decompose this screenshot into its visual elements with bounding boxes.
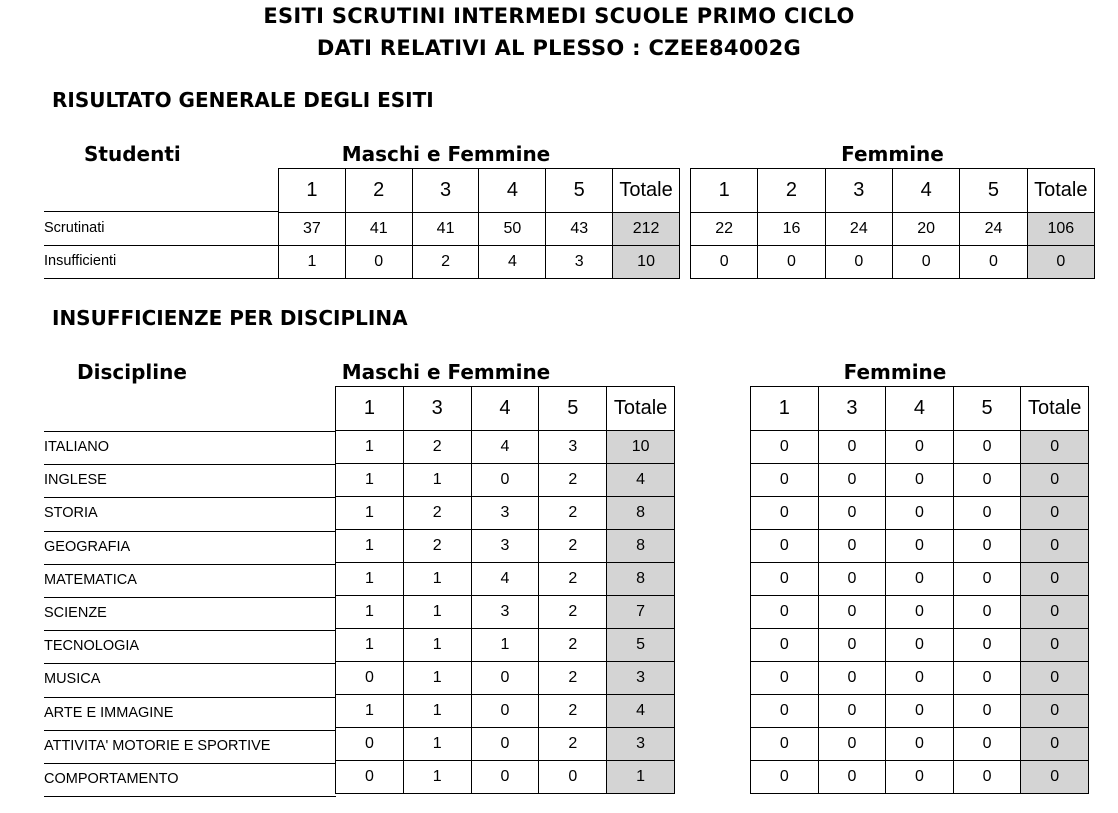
total-cell: 0 — [1021, 464, 1089, 497]
discipline-label: MATEMATICA — [44, 571, 137, 588]
table-row — [751, 695, 1089, 728]
report-title: ESITI SCRUTINI INTERMEDI SCUOLE PRIMO CICLO — [263, 4, 855, 28]
table-row — [751, 728, 1089, 761]
results-f-col-header: 5 — [960, 169, 1027, 213]
total-cell: 0 — [1027, 246, 1094, 279]
plesso-subtitle: DATI RELATIVI AL PLESSO : CZEE84002G — [316, 36, 802, 60]
row-separator-line — [44, 464, 336, 465]
row-separator-line — [44, 663, 336, 664]
value-cell: 1 — [279, 246, 346, 279]
row-separator-line — [44, 697, 336, 698]
total-cell: 0 — [1021, 431, 1089, 464]
value-cell: 0 — [818, 695, 886, 728]
results-mf-header-row — [279, 169, 680, 213]
table-row — [336, 497, 675, 530]
total-cell: 10 — [607, 431, 675, 464]
value-cell: 0 — [471, 728, 539, 761]
value-cell: 1 — [403, 728, 471, 761]
value-cell: 4 — [471, 431, 539, 464]
results-f-col-header: 4 — [892, 169, 959, 213]
value-cell: 50 — [479, 213, 546, 246]
value-cell: 2 — [403, 431, 471, 464]
table-row — [336, 431, 675, 464]
value-cell: 1 — [336, 629, 404, 662]
results-f-col-header: 2 — [758, 169, 825, 213]
value-cell: 0 — [886, 728, 954, 761]
value-cell: 3 — [471, 497, 539, 530]
value-cell: 22 — [691, 213, 758, 246]
value-cell: 24 — [960, 213, 1027, 246]
value-cell: 0 — [751, 728, 819, 761]
results-mf-col-header: 1 — [279, 169, 346, 213]
value-cell: 16 — [758, 213, 825, 246]
total-cell: 3 — [607, 728, 675, 761]
value-cell: 1 — [336, 695, 404, 728]
row-separator-line — [44, 730, 336, 731]
row-label-scrutinati: Scrutinati — [44, 220, 105, 236]
disciplines-mf-col-header: 5 — [539, 387, 607, 431]
value-cell: 0 — [539, 761, 607, 794]
section2-group-mf: Maschi e Femmine — [341, 360, 551, 384]
value-cell: 3 — [471, 596, 539, 629]
results-f-col-header: 1 — [691, 169, 758, 213]
value-cell: 1 — [336, 596, 404, 629]
value-cell: 0 — [818, 497, 886, 530]
results-mf-col-header: Totale — [613, 169, 680, 213]
row-separator-line — [44, 245, 279, 246]
value-cell: 1 — [403, 629, 471, 662]
total-cell: 212 — [613, 213, 680, 246]
section2-row-header: Discipline — [77, 360, 187, 384]
value-cell: 41 — [412, 213, 479, 246]
total-cell: 4 — [607, 695, 675, 728]
discipline-label: STORIA — [44, 505, 98, 522]
disciplines-f-col-header: 3 — [818, 387, 886, 431]
section1-heading: RISULTATO GENERALE DEGLI ESITI — [52, 88, 434, 112]
value-cell: 2 — [539, 662, 607, 695]
value-cell: 0 — [818, 563, 886, 596]
section1-group-f: Femmine — [841, 142, 944, 166]
total-cell: 0 — [1021, 596, 1089, 629]
value-cell: 1 — [403, 563, 471, 596]
section2-group-f: Femmine — [843, 360, 947, 384]
results-mf-col-header: 4 — [479, 169, 546, 213]
table-row — [336, 695, 675, 728]
disciplines-mf-col-header: 4 — [471, 387, 539, 431]
value-cell: 24 — [825, 213, 892, 246]
total-cell: 0 — [1021, 761, 1089, 794]
value-cell: 3 — [471, 530, 539, 563]
results-table-f — [690, 168, 1095, 279]
value-cell: 0 — [953, 695, 1021, 728]
value-cell: 0 — [886, 662, 954, 695]
results-f-col-header: 3 — [825, 169, 892, 213]
value-cell: 1 — [403, 695, 471, 728]
table-row — [336, 530, 675, 563]
value-cell: 0 — [953, 530, 1021, 563]
value-cell: 0 — [751, 662, 819, 695]
results-f-col-header: Totale — [1027, 169, 1094, 213]
table-row — [751, 596, 1089, 629]
total-cell: 5 — [607, 629, 675, 662]
table-row — [751, 464, 1089, 497]
row-separator-line — [44, 597, 336, 598]
total-cell: 10 — [613, 246, 680, 279]
row-separator-line — [44, 564, 336, 565]
results-f-header-row — [691, 169, 1095, 213]
value-cell: 2 — [403, 530, 471, 563]
value-cell: 0 — [886, 629, 954, 662]
value-cell: 20 — [892, 213, 959, 246]
value-cell: 37 — [279, 213, 346, 246]
value-cell: 1 — [336, 464, 404, 497]
value-cell: 1 — [403, 662, 471, 695]
value-cell: 0 — [751, 563, 819, 596]
value-cell: 0 — [953, 563, 1021, 596]
discipline-label: TECNOLOGIA — [44, 638, 140, 655]
total-cell: 0 — [1021, 662, 1089, 695]
disciplines-f-col-header: Totale — [1021, 387, 1089, 431]
value-cell: 0 — [471, 761, 539, 794]
value-cell: 0 — [758, 246, 825, 279]
value-cell: 0 — [751, 530, 819, 563]
value-cell: 0 — [818, 761, 886, 794]
value-cell: 0 — [886, 596, 954, 629]
total-cell: 0 — [1021, 497, 1089, 530]
value-cell: 0 — [953, 497, 1021, 530]
value-cell: 2 — [539, 563, 607, 596]
value-cell: 0 — [886, 761, 954, 794]
table-row — [336, 728, 675, 761]
section1-row-header: Studenti — [84, 142, 181, 166]
disciplines-mf-col-header: 3 — [403, 387, 471, 431]
discipline-label: GEOGRAFIA — [44, 538, 131, 555]
table-row — [751, 497, 1089, 530]
disciplines-mf-col-header: 1 — [336, 387, 404, 431]
value-cell: 4 — [479, 246, 546, 279]
value-cell: 0 — [886, 530, 954, 563]
disciplines-mf-col-header: Totale — [607, 387, 675, 431]
value-cell: 0 — [818, 728, 886, 761]
row-separator-line — [44, 630, 336, 631]
value-cell: 0 — [886, 464, 954, 497]
discipline-label: SCIENZE — [44, 605, 107, 621]
table-row — [279, 246, 680, 279]
value-cell: 0 — [818, 662, 886, 695]
value-cell: 0 — [892, 246, 959, 279]
value-cell: 0 — [886, 695, 954, 728]
value-cell: 1 — [471, 629, 539, 662]
section2-heading: INSUFFICIENZE PER DISCIPLINA — [52, 306, 408, 330]
discipline-label: ATTIVITA' MOTORIE E SPORTIVE — [44, 737, 271, 754]
value-cell: 0 — [825, 246, 892, 279]
disciplines-table-f — [750, 386, 1089, 794]
table-row — [279, 213, 680, 246]
total-cell: 8 — [607, 563, 675, 596]
results-mf-col-header: 2 — [345, 169, 412, 213]
value-cell: 1 — [336, 431, 404, 464]
value-cell: 0 — [751, 695, 819, 728]
table-row — [336, 596, 675, 629]
total-cell: 0 — [1021, 530, 1089, 563]
value-cell: 2 — [412, 246, 479, 279]
total-cell: 0 — [1021, 695, 1089, 728]
table-row — [691, 246, 1095, 279]
value-cell: 0 — [751, 596, 819, 629]
total-cell: 0 — [1021, 629, 1089, 662]
disciplines-f-col-header: 4 — [886, 387, 954, 431]
row-separator-line — [44, 796, 336, 797]
value-cell: 0 — [886, 497, 954, 530]
discipline-label: ITALIANO — [44, 439, 109, 455]
value-cell: 2 — [403, 497, 471, 530]
disciplines-f-col-header: 1 — [751, 387, 819, 431]
total-cell: 7 — [607, 596, 675, 629]
table-row — [336, 464, 675, 497]
value-cell: 0 — [751, 761, 819, 794]
table-row — [751, 530, 1089, 563]
row-separator-line — [44, 763, 336, 764]
value-cell: 0 — [751, 497, 819, 530]
results-mf-col-header: 5 — [546, 169, 613, 213]
value-cell: 2 — [539, 530, 607, 563]
row-separator-line — [44, 211, 279, 212]
value-cell: 0 — [953, 761, 1021, 794]
value-cell: 0 — [471, 464, 539, 497]
value-cell: 0 — [336, 662, 404, 695]
value-cell: 2 — [539, 629, 607, 662]
value-cell: 0 — [953, 596, 1021, 629]
discipline-label: COMPORTAMENTO — [44, 771, 179, 787]
table-row — [336, 629, 675, 662]
value-cell: 0 — [751, 464, 819, 497]
value-cell: 0 — [751, 431, 819, 464]
table-row — [751, 629, 1089, 662]
table-row — [336, 662, 675, 695]
discipline-label: ARTE E IMMAGINE — [44, 704, 174, 721]
value-cell: 0 — [336, 761, 404, 794]
value-cell: 0 — [886, 563, 954, 596]
total-cell: 3 — [607, 662, 675, 695]
value-cell: 2 — [539, 695, 607, 728]
table-row — [336, 761, 675, 794]
row-separator-line — [44, 531, 336, 532]
table-row — [691, 213, 1095, 246]
table-row — [336, 563, 675, 596]
table-row — [751, 761, 1089, 794]
value-cell: 1 — [403, 761, 471, 794]
results-table-mf — [278, 168, 680, 279]
disciplines-mf-header-row — [336, 387, 675, 431]
value-cell: 0 — [818, 464, 886, 497]
value-cell: 2 — [539, 497, 607, 530]
value-cell: 0 — [953, 629, 1021, 662]
row-label-insufficienti: Insufficienti — [44, 253, 117, 269]
disciplines-f-col-header: 5 — [953, 387, 1021, 431]
value-cell: 43 — [546, 213, 613, 246]
table-row — [751, 563, 1089, 596]
value-cell: 0 — [691, 246, 758, 279]
row-separator-line — [44, 497, 336, 498]
value-cell: 41 — [345, 213, 412, 246]
total-cell: 4 — [607, 464, 675, 497]
total-cell: 106 — [1027, 213, 1094, 246]
total-cell: 0 — [1021, 563, 1089, 596]
row-separator-line — [44, 278, 279, 279]
disciplines-table-mf — [335, 386, 675, 794]
value-cell: 0 — [818, 596, 886, 629]
value-cell: 0 — [818, 431, 886, 464]
value-cell: 0 — [345, 246, 412, 279]
value-cell: 2 — [539, 596, 607, 629]
value-cell: 0 — [953, 662, 1021, 695]
value-cell: 4 — [471, 563, 539, 596]
value-cell: 3 — [546, 246, 613, 279]
table-row — [751, 662, 1089, 695]
value-cell: 0 — [818, 530, 886, 563]
value-cell: 1 — [403, 596, 471, 629]
total-cell: 0 — [1021, 728, 1089, 761]
value-cell: 1 — [336, 497, 404, 530]
value-cell: 0 — [471, 695, 539, 728]
value-cell: 0 — [336, 728, 404, 761]
section1-group-mf: Maschi e Femmine — [341, 142, 551, 166]
total-cell: 8 — [607, 530, 675, 563]
value-cell: 2 — [539, 728, 607, 761]
value-cell: 1 — [336, 530, 404, 563]
value-cell: 0 — [953, 464, 1021, 497]
discipline-label: MUSICA — [44, 671, 101, 688]
results-mf-col-header: 3 — [412, 169, 479, 213]
value-cell: 0 — [960, 246, 1027, 279]
total-cell: 8 — [607, 497, 675, 530]
value-cell: 1 — [403, 464, 471, 497]
total-cell: 1 — [607, 761, 675, 794]
value-cell: 0 — [886, 431, 954, 464]
value-cell: 1 — [336, 563, 404, 596]
row-separator-line — [44, 431, 336, 432]
value-cell: 0 — [953, 728, 1021, 761]
value-cell: 0 — [818, 629, 886, 662]
value-cell: 2 — [539, 464, 607, 497]
value-cell: 0 — [751, 629, 819, 662]
discipline-label: INGLESE — [44, 472, 107, 489]
value-cell: 3 — [539, 431, 607, 464]
value-cell: 0 — [953, 431, 1021, 464]
disciplines-f-header-row — [751, 387, 1089, 431]
value-cell: 0 — [471, 662, 539, 695]
table-row — [751, 431, 1089, 464]
